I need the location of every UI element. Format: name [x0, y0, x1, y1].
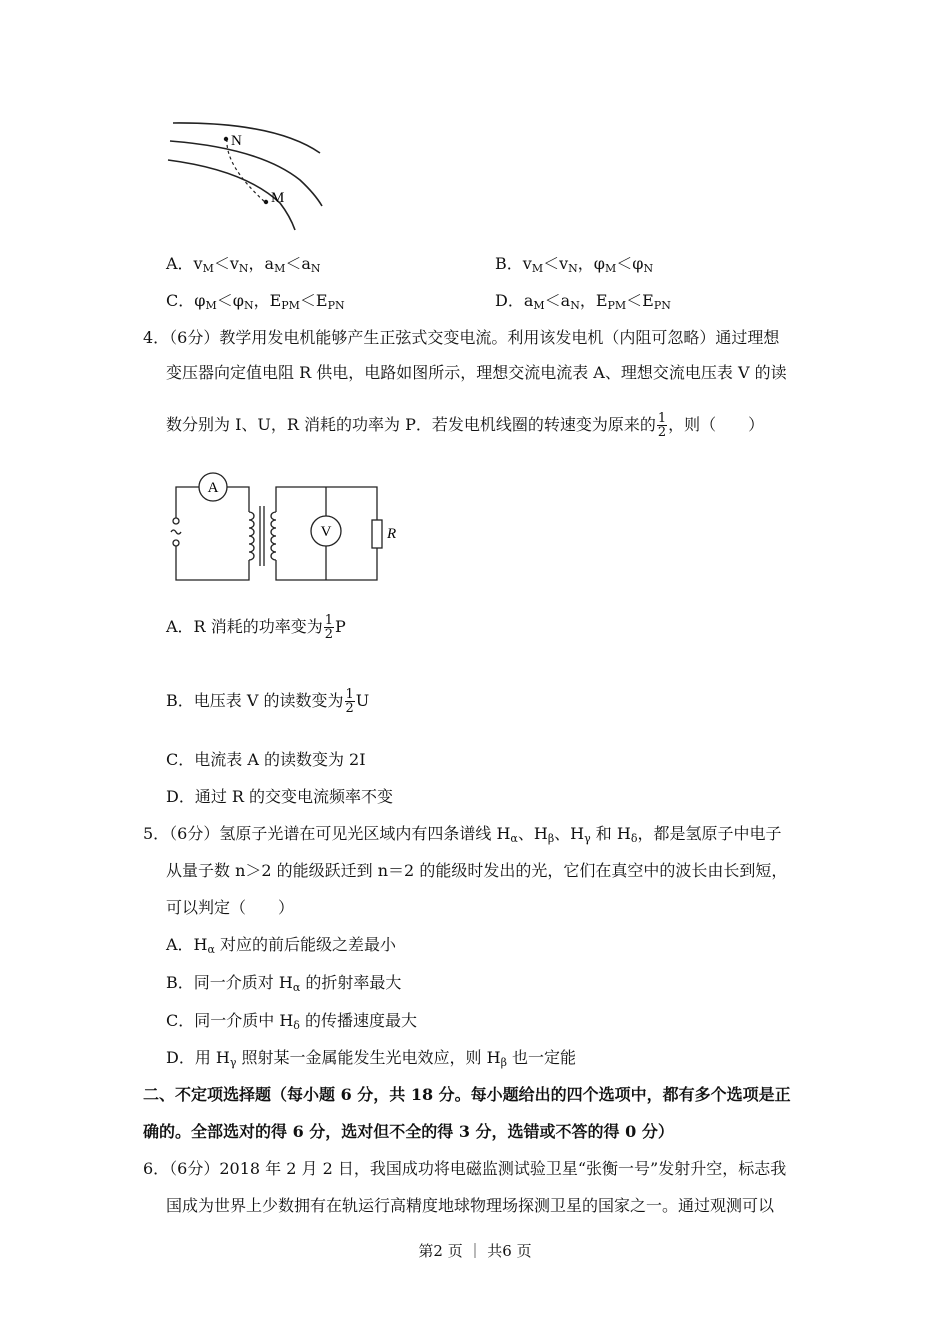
section-2-heading-line-1: 二、不定项选择题（每小题 6 分，共 18 分。每小题给出的四个选项中，都有多个选项是正	[143, 1085, 791, 1104]
q4-line-2: 变压器向定值电阻 R 供电，电路如图所示，理想交流电流表 A、理想交流电压表 V 的读	[166, 363, 787, 382]
point-n-label: N	[231, 133, 242, 149]
q6-line-1: 6．（6分）2018 年 2 月 2 日，我国成功将电磁监测试验卫星“张衡一号”发射升空，标志我	[143, 1159, 787, 1178]
q5-line-2: 从量子数 n＞2 的能级跃迁到 n＝2 的能级时发出的光，它们在真空中的波长由长到短，	[166, 861, 788, 880]
q5-line-3: 可以判定（ ）	[166, 898, 295, 917]
q4-option-b-fraction: $\frac{1}{2}$	[345, 687, 354, 716]
circuit-diagram	[168, 470, 404, 586]
page-footer: 第2 页 ｜ 共6 页	[418, 1242, 532, 1260]
q6-line-2: 国成为世界上少数拥有在轨运行高精度地球物理场探测卫星的国家之一。通过观测可以	[166, 1196, 775, 1215]
point-m-label: M	[271, 190, 285, 206]
q5-option-b: B．同一介质对 $H_\alpha$ 的折射率最大	[166, 973, 402, 994]
q5-line-1: 5．（6分）氢原子光谱在可见光区域内有四条谱线 $H_\alpha$、$H_\beta$、$H_\gamma$ 和 $H_\delta$，都是氢原子中电子	[143, 824, 782, 845]
q4-line-1: 4．（6分）教学用发电机能够产生正弦式交变电流。利用该发电机（内阻可忽略）通过理想	[143, 328, 780, 347]
q4-option-b: B．电压表 V 的读数变为 $\frac{1}{2}$ U	[166, 687, 370, 716]
q4-option-a-fraction: $\frac{1}{2}$	[324, 613, 333, 642]
q3-option-c: C．$\varphi_M<\varphi_N$，$E_{PM}<E_{PN}$	[166, 291, 345, 312]
field-lines-figure	[165, 118, 330, 236]
q4-line-3: 数分别为 I、U，R 消耗的功率为 P．若发电机线圈的转速变为原来的 $\frac{1}{2}$ ，则（ ）	[166, 411, 765, 440]
q4-fraction: $\frac{1}{2}$	[657, 411, 667, 440]
q3-option-d: D．$a_M<a_N$，$E_{PM}<E_{PN}$	[495, 291, 671, 312]
q4-option-c: C．电流表 A 的读数变为 2I	[166, 750, 366, 769]
section-2-heading-line-2: 确的。全部选对的得 6 分，选对但不全的得 3 分，选错或不答的得 0 分）	[143, 1122, 674, 1141]
ammeter-label: A	[207, 480, 219, 496]
q4-option-d: D．通过 R 的交变电流频率不变	[166, 787, 394, 806]
q5-option-c: C．同一介质中 $H_\delta$ 的传播速度最大	[166, 1011, 418, 1032]
voltmeter-label: V	[320, 524, 332, 540]
q5-option-a: A．$H_\alpha$ 对应的前后能级之差最小	[166, 935, 397, 956]
q3-option-a: A．$v_M<v_N$，$a_M<a_N$	[166, 254, 321, 275]
q4-option-a: A．R 消耗的功率变为 $\frac{1}{2}$ P	[166, 613, 346, 642]
q5-option-d: D．用 $H_\gamma$ 照射某一金属能发生光电效应，则 $H_\beta$ 也一定能	[166, 1048, 577, 1069]
q3-option-b: B．$v_M<v_N$，$\varphi_M<\varphi_N$	[495, 254, 654, 275]
resistor-label: R	[387, 526, 397, 542]
